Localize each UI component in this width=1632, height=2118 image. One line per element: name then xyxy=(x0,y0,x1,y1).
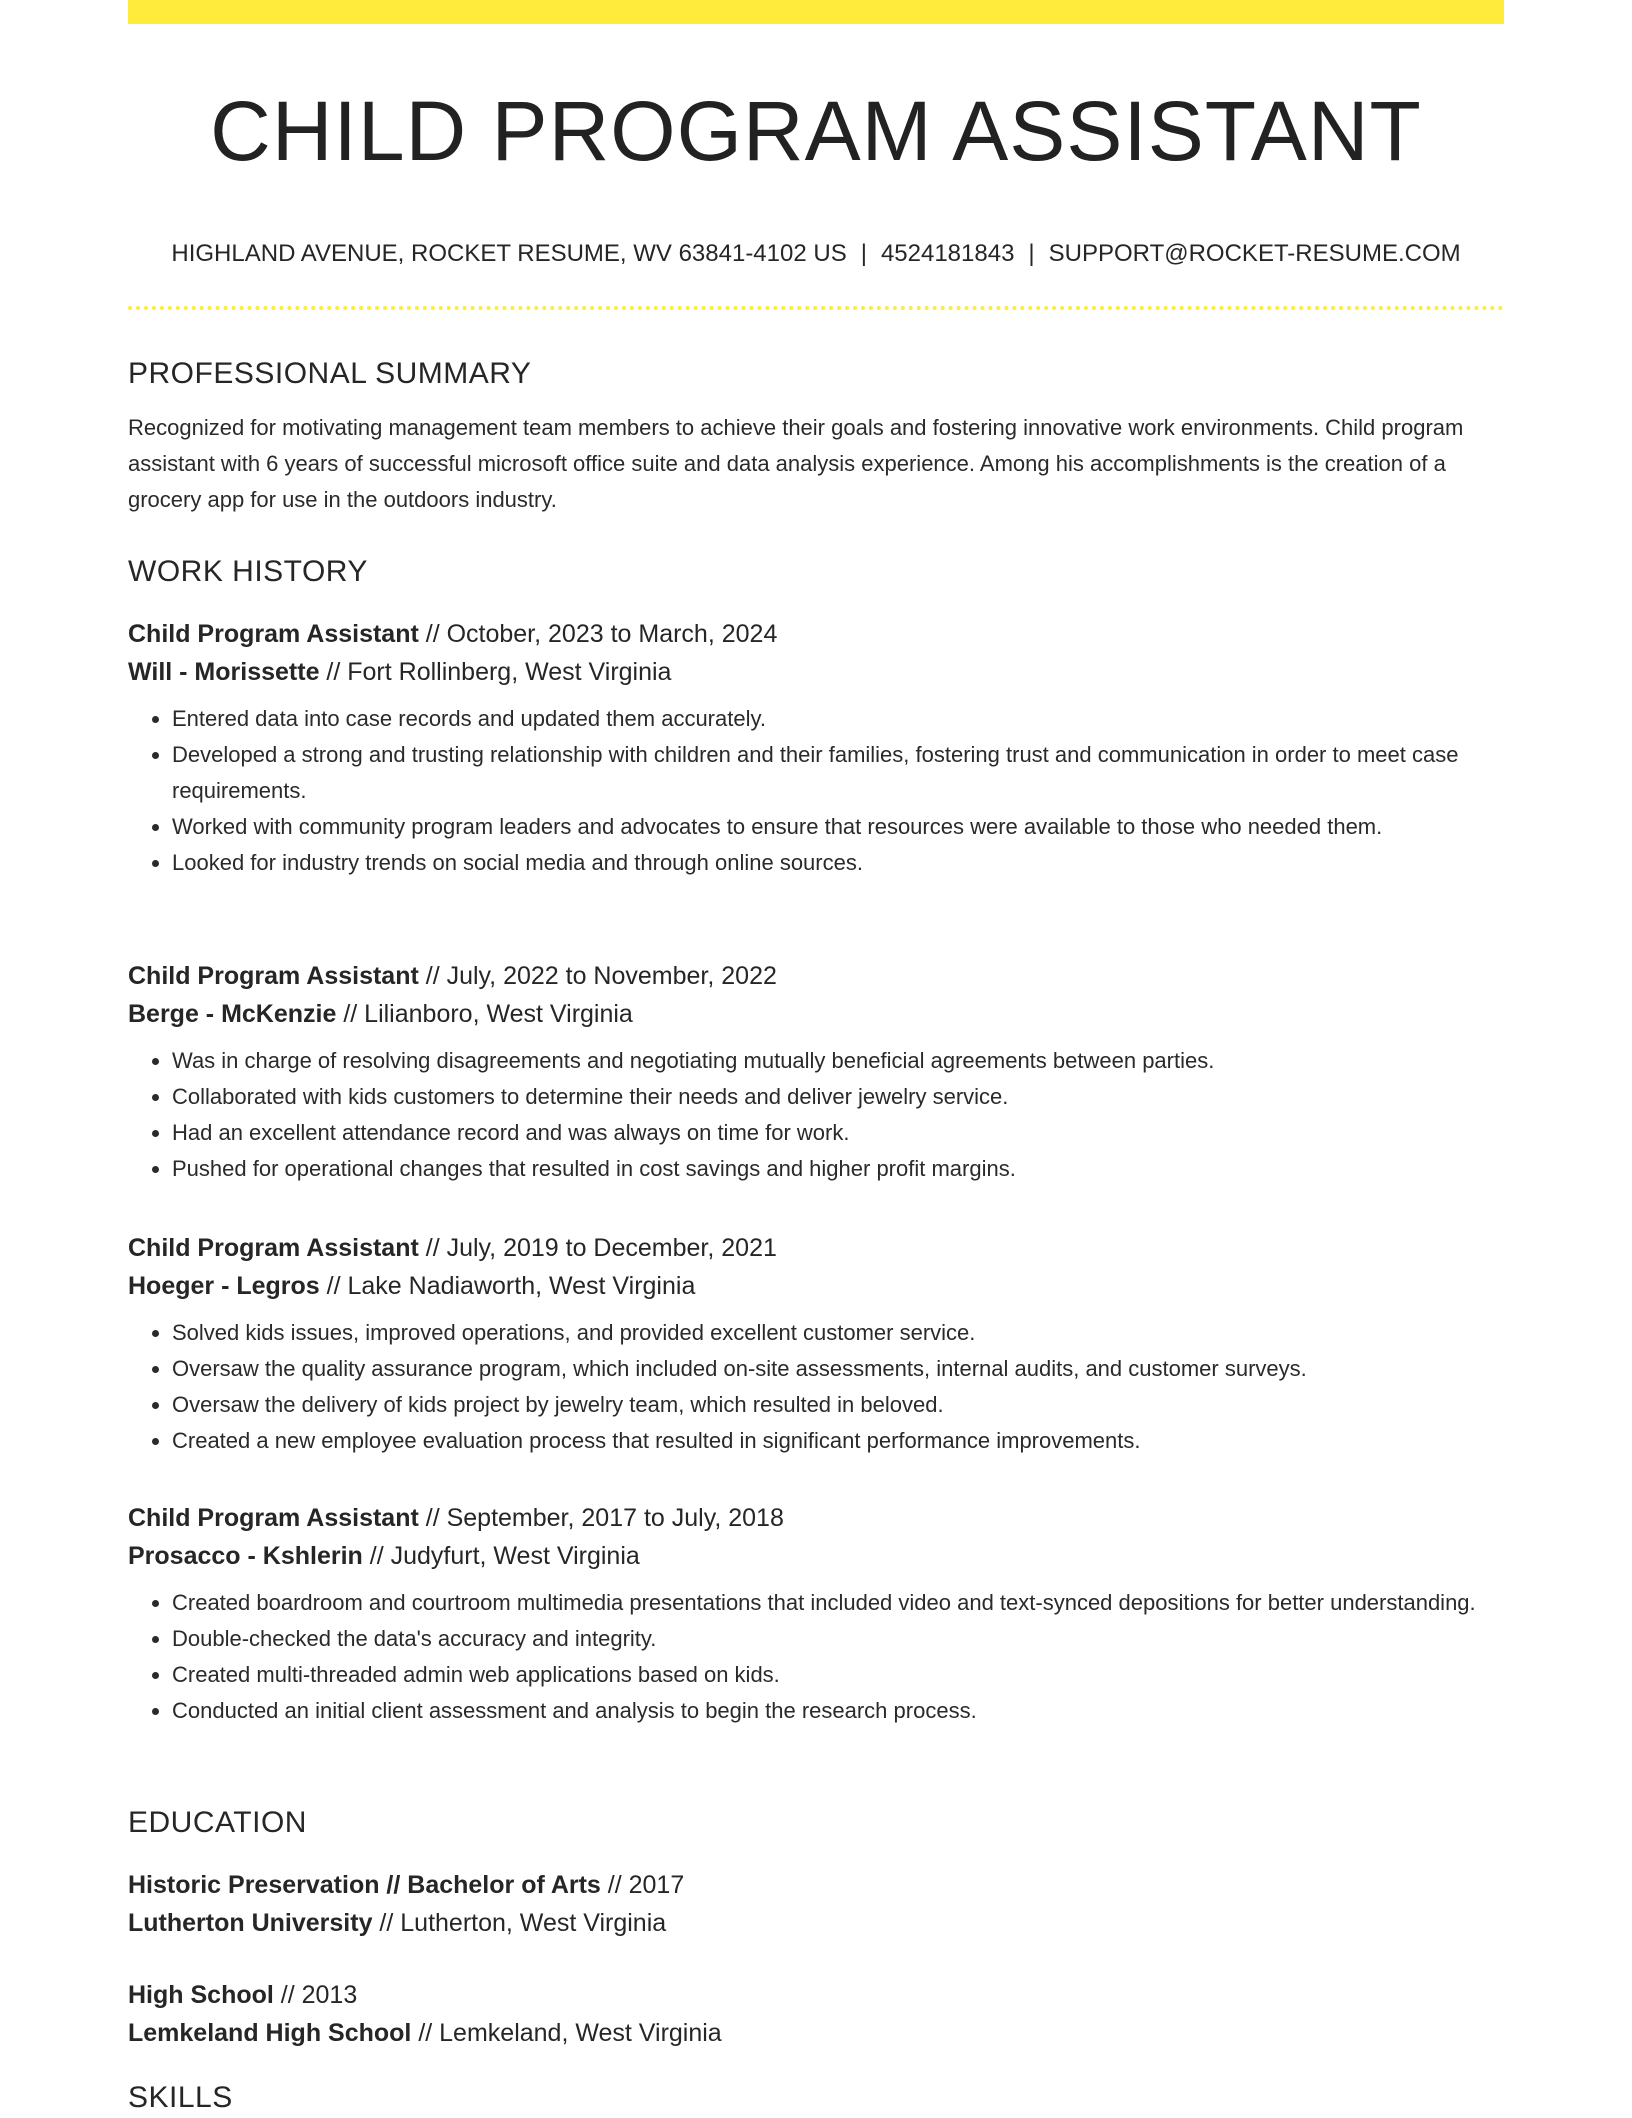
education-school: Lutherton University xyxy=(128,1909,373,1937)
job-company: Prosacco - Kshlerin xyxy=(128,1542,363,1570)
education-section xyxy=(128,1803,1504,1843)
education-location: // Lemkeland, West Virginia xyxy=(411,2019,722,2047)
job-bullets xyxy=(128,1315,1504,1459)
list-item: • Created boardroom and courtroom multimedia presentations that included video and text-synced depositions for better understanding. xyxy=(172,1585,1504,1621)
job-dates: // September, 2017 to July, 2018 xyxy=(418,1504,784,1532)
list-item: • Conducted an initial client assessment and analysis to begin the research process. xyxy=(172,1693,1504,1729)
education-year: // 2017 xyxy=(600,1871,685,1899)
list-item: • Developed a strong and trusting relationship with children and their families, fostering trust and communication in order to meet case requirements. xyxy=(172,737,1504,809)
education-degree-line xyxy=(128,1866,1504,1904)
education-entry xyxy=(128,1976,1504,2052)
list-item: • Was in charge of resolving disagreements and negotiating mutually beneficial agreements between parties. xyxy=(172,1043,1504,1079)
contact-address: HIGHLAND AVENUE, ROCKET RESUME, WV 63841-4102 US xyxy=(171,240,847,267)
contact-separator: | xyxy=(860,240,867,267)
job-company-line xyxy=(128,1537,1504,1575)
list-item: • Had an excellent attendance record and was always on time for work. xyxy=(172,1115,1504,1151)
job-company-line xyxy=(128,995,1504,1033)
education-school: Lemkeland High School xyxy=(128,2019,412,2047)
contact-phone: 4524181843 xyxy=(880,240,1015,267)
summary-text: Recognized for motivating management team members to achieve their goals and fostering innovative work environments. Child program assistant with 6 years of successful microsoft office suite and data analysis experience. Among his accomplishments is the creation of a grocery app for use in the outdoors industry. xyxy=(128,415,1464,512)
contact-email: SUPPORT@ROCKET-RESUME.COM xyxy=(1048,240,1461,267)
job-title-line xyxy=(128,1229,1504,1267)
contact-separator: | xyxy=(1028,240,1035,267)
list-item: • Oversaw the delivery of kids project by jewelry team, which resulted in beloved. xyxy=(172,1387,1504,1423)
list-item: • Pushed for operational changes that resulted in cost savings and higher profit margins. xyxy=(172,1151,1504,1187)
job-dates: // October, 2023 to March, 2024 xyxy=(418,620,778,648)
education-year: // 2013 xyxy=(273,1981,358,2009)
job-dates: // July, 2019 to December, 2021 xyxy=(418,1234,777,1262)
job-entry xyxy=(128,1499,1504,1729)
contact-line xyxy=(128,236,1504,272)
job-bullets xyxy=(128,701,1504,881)
education-school-line xyxy=(128,2014,1504,2052)
job-title-line xyxy=(128,957,1504,995)
job-role: Child Program Assistant xyxy=(128,620,419,648)
education-school-line xyxy=(128,1904,1504,1942)
list-item: • Oversaw the quality assurance program, which included on-site assessments, internal audits, and customer surveys. xyxy=(172,1351,1504,1387)
job-title-line xyxy=(128,615,1504,653)
job-location: // Fort Rollinberg, West Virginia xyxy=(319,658,672,686)
education-heading: EDUCATION xyxy=(128,1806,307,1839)
list-item: • Collaborated with kids customers to determine their needs and deliver jewelry service. xyxy=(172,1079,1504,1115)
job-location: // Judyfurt, West Virginia xyxy=(362,1542,640,1570)
summary-section xyxy=(128,354,1504,518)
job-dates: // July, 2022 to November, 2022 xyxy=(418,962,777,990)
list-item: • Created multi-threaded admin web applications based on kids. xyxy=(172,1657,1504,1693)
list-item: • Double-checked the data's accuracy and integrity. xyxy=(172,1621,1504,1657)
job-company: Will - Morissette xyxy=(128,658,320,686)
education-location: // Lutherton, West Virginia xyxy=(372,1909,667,1937)
job-role: Child Program Assistant xyxy=(128,1234,419,1262)
accent-top-bar xyxy=(128,0,1504,24)
education-entry xyxy=(128,1866,1504,1942)
list-item: • Looked for industry trends on social media and through online sources. xyxy=(172,845,1504,881)
education-degree: Historic Preservation // Bachelor of Arts xyxy=(128,1871,601,1899)
job-company: Hoeger - Legros xyxy=(128,1272,320,1300)
job-entry xyxy=(128,1229,1504,1459)
job-entry xyxy=(128,957,1504,1187)
list-item: • Worked with community program leaders and advocates to ensure that resources were available to those who needed them. xyxy=(172,809,1504,845)
job-company: Berge - McKenzie xyxy=(128,1000,337,1028)
job-bullets xyxy=(128,1585,1504,1729)
education-degree-line xyxy=(128,1976,1504,2014)
work-history-heading: WORK HISTORY xyxy=(128,555,368,588)
resume-page xyxy=(128,0,1504,2112)
education-degree: High School xyxy=(128,1981,274,2009)
job-location: // Lake Nadiaworth, West Virginia xyxy=(319,1272,696,1300)
work-history-section xyxy=(128,552,1504,592)
job-company-line xyxy=(128,1267,1504,1305)
job-role: Child Program Assistant xyxy=(128,962,419,990)
dotted-divider xyxy=(128,306,1504,310)
list-item: • Solved kids issues, improved operations, and provided excellent customer service. xyxy=(172,1315,1504,1351)
job-bullets xyxy=(128,1043,1504,1187)
job-location: // Lilianboro, West Virginia xyxy=(336,1000,633,1028)
job-role: Child Program Assistant xyxy=(128,1504,419,1532)
job-company-line xyxy=(128,653,1504,691)
job-title-line xyxy=(128,1499,1504,1537)
job-entry xyxy=(128,615,1504,881)
list-item: • Entered data into case records and updated them accurately. xyxy=(172,701,1504,737)
summary-heading: PROFESSIONAL SUMMARY xyxy=(128,357,532,390)
skills-heading: SKILLS xyxy=(128,2081,233,2114)
skills-section xyxy=(128,2078,1504,2118)
list-item: • Created a new employee evaluation process that resulted in significant performance improvements. xyxy=(172,1423,1504,1459)
resume-title: CHILD PROGRAM ASSISTANT xyxy=(210,84,1422,178)
